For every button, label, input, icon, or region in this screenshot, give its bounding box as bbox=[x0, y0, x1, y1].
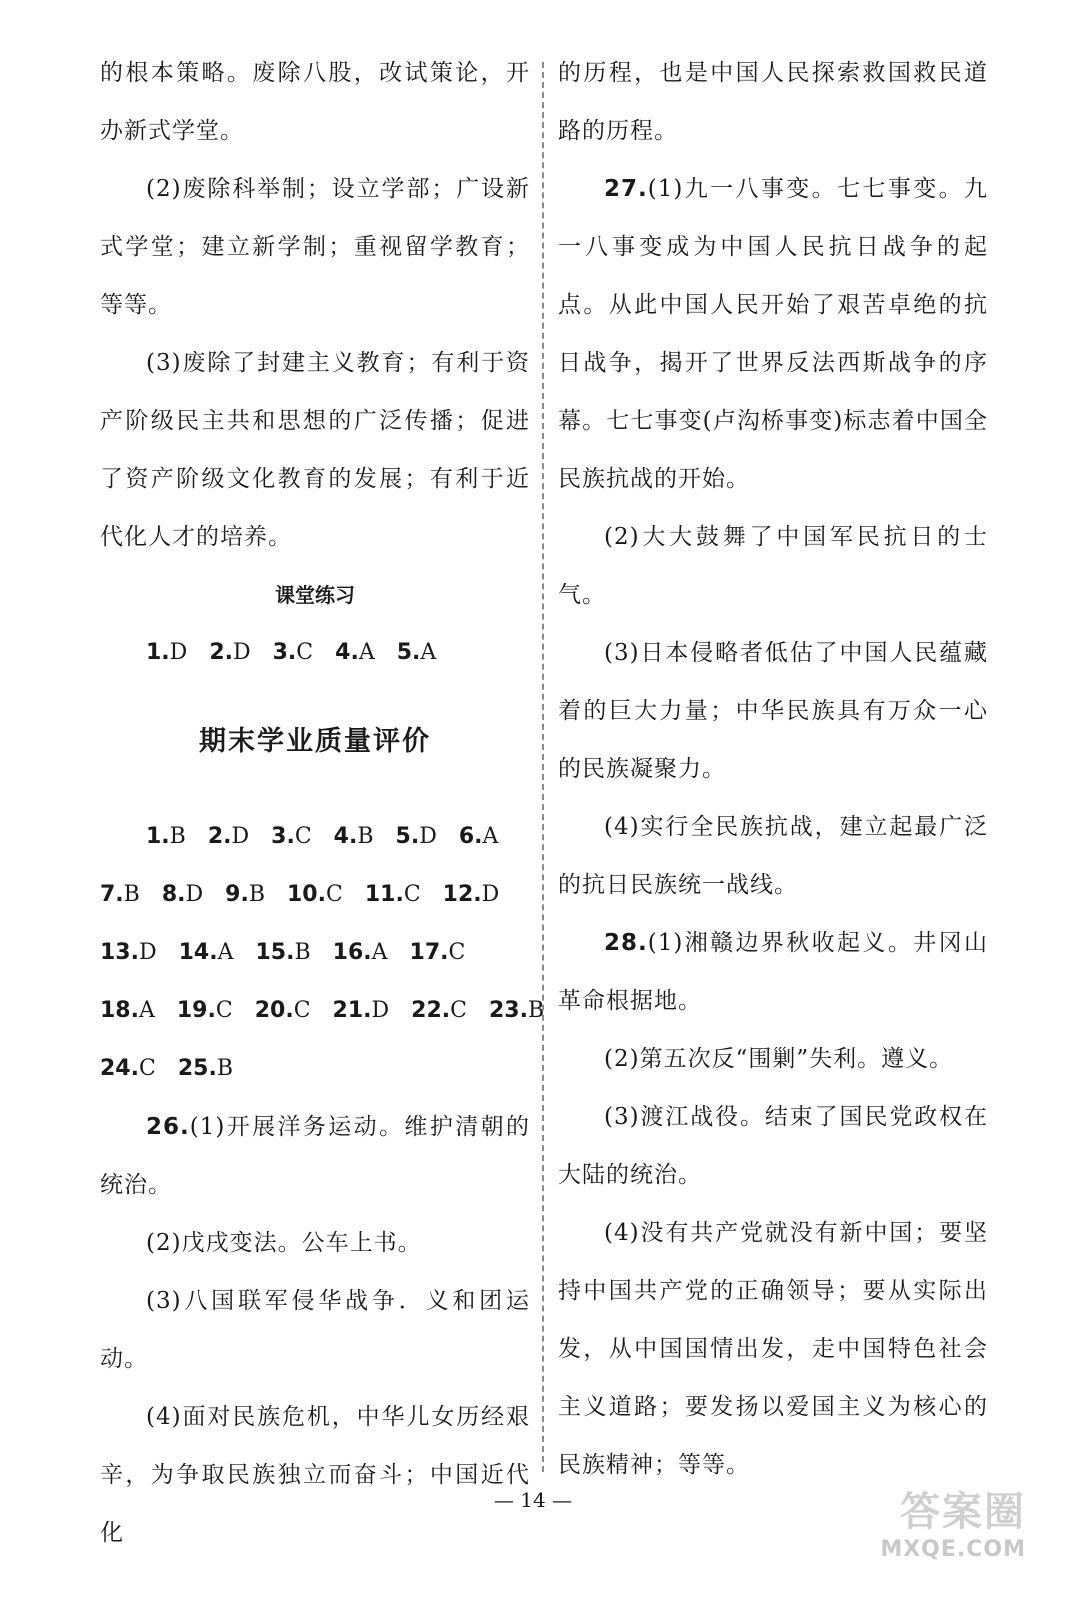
question-26-part-2: (2)戊戌变法。公车上书。 bbox=[146, 1230, 422, 1256]
answer-choice: D bbox=[419, 824, 437, 849]
answer-row bbox=[100, 866, 530, 924]
answer-choice: B bbox=[169, 824, 186, 849]
question-28-part-3: (3)渡江战役。结束了国民党政权在大陆的统治。 bbox=[558, 1104, 988, 1188]
answer-choice: D bbox=[185, 882, 204, 907]
answer-choice: C bbox=[296, 640, 314, 665]
answer-number: 8. bbox=[161, 882, 186, 907]
question-28-part-4: (4)没有共产党就没有新中国；要坚持中国共产党的正确领导；要从实际出发，从中国国情出发，走中国特色社会主义道路；要发扬以爱国主义为核心的民族精神；等等。 bbox=[558, 1220, 988, 1478]
paragraph: (3)废除了封建主义教育；有利于资产阶级民主共和思想的广泛传播；促进了资产阶级文化教育的发展；有利于近代化人才的培养。 bbox=[100, 350, 530, 550]
question-number: 26. bbox=[146, 1114, 190, 1140]
answer-choice: D bbox=[231, 824, 250, 849]
question-28-part-1 bbox=[558, 914, 988, 1030]
answer-choice: C bbox=[325, 882, 343, 907]
answer-number: 5. bbox=[395, 824, 420, 849]
question-27-part-2: (2)大大鼓舞了中国军民抗日的士气。 bbox=[558, 524, 988, 608]
answer-number: 1. bbox=[146, 640, 170, 665]
answer-number: 10. bbox=[287, 882, 326, 907]
column-divider bbox=[542, 62, 544, 1472]
answer-number: 21. bbox=[332, 998, 372, 1023]
answer-text: (1)九一八事变。七七事变。九一八事变成为中国人民抗日战争的起点。从此中国人民开始了艰苦卓绝的抗日战争，揭开了世界反法西斯战争的序幕。七七事变(卢沟桥事变)标志着中国全民族抗战的开始。 bbox=[558, 176, 988, 492]
answer-row bbox=[100, 924, 530, 982]
answer-choice: A bbox=[420, 640, 437, 665]
question-26-part-1 bbox=[100, 1098, 530, 1214]
answer-choice: C bbox=[293, 998, 311, 1023]
answer-choice: D bbox=[138, 940, 157, 965]
class-practice-answers bbox=[100, 624, 530, 682]
answer-choice: C bbox=[403, 882, 421, 907]
answer-choice: C bbox=[450, 998, 467, 1023]
answer-number: 4. bbox=[335, 640, 359, 665]
answer-choice: C bbox=[138, 1056, 156, 1081]
answer-number: 24. bbox=[100, 1056, 139, 1081]
watermark-logo-text: 答案圈 bbox=[900, 1489, 1026, 1535]
answer-choice: D bbox=[481, 882, 500, 907]
answer-choice: C bbox=[215, 998, 233, 1023]
answer-number: 22. bbox=[411, 998, 451, 1023]
answer-number: 14. bbox=[178, 940, 218, 965]
answer-number: 4. bbox=[333, 824, 358, 849]
question-27-part-4: (4)实行全民族抗战，建立起最广泛的抗日民族统一战线。 bbox=[558, 814, 988, 898]
left-column bbox=[100, 44, 545, 1562]
section-heading: 期末学业质量评价 bbox=[199, 726, 431, 757]
answer-choice: D bbox=[232, 640, 251, 665]
multiple-choice-answers bbox=[100, 808, 545, 1098]
answer-choice: B bbox=[294, 940, 311, 965]
answer-number: 6. bbox=[458, 824, 483, 849]
answer-choice: B bbox=[123, 882, 140, 907]
question-28-part-2: (2)第五次反“围剿”失利。遵义。 bbox=[604, 1046, 954, 1072]
answer-number: 5. bbox=[396, 640, 421, 665]
answer-number: 15. bbox=[255, 940, 295, 965]
question-27-part-3: (3)日本侵略者低估了中国人民蕴藏着的巨大力量；中华民族具有万众一心的民族凝聚力。 bbox=[558, 640, 988, 782]
answer-text: (1)湘赣边界秋收起义。井冈山革命根据地。 bbox=[558, 930, 988, 1014]
answer-number: 20. bbox=[254, 998, 294, 1023]
answer-number: 9. bbox=[225, 882, 249, 907]
answer-number: 3. bbox=[272, 640, 297, 665]
question-number: 28. bbox=[604, 930, 648, 956]
answer-choice: A bbox=[138, 998, 155, 1023]
answer-choice: A bbox=[482, 824, 499, 849]
section-subheading: 课堂练习 bbox=[275, 583, 355, 607]
watermark-url: MXQE.COM bbox=[880, 1537, 1026, 1562]
answer-number: 7. bbox=[100, 882, 124, 907]
answer-row bbox=[100, 808, 530, 866]
answer-number: 18. bbox=[100, 998, 139, 1023]
question-26-part-4: (4)面对民族危机，中华儿女历经艰辛，为争取民族独立而奋斗；中国近代化 bbox=[100, 1404, 530, 1546]
answer-choice: A bbox=[217, 940, 234, 965]
watermark-logo bbox=[830, 1480, 1026, 1572]
answer-choice: A bbox=[371, 940, 388, 965]
answer-number: 16. bbox=[332, 940, 372, 965]
answer-number: 17. bbox=[409, 940, 449, 965]
answer-choice: B bbox=[248, 882, 265, 907]
answer-number: 25. bbox=[177, 1056, 217, 1081]
answer-choice: C bbox=[448, 940, 466, 965]
right-column bbox=[558, 44, 988, 1494]
answer-choice: D bbox=[371, 998, 390, 1023]
answer-row bbox=[100, 982, 545, 1040]
page-number: — 14 — bbox=[493, 1488, 573, 1512]
paragraph: (2)废除科举制；设立学部；广设新式学堂；建立新学制；重视留学教育；等等。 bbox=[100, 176, 530, 318]
answer-row bbox=[100, 1040, 530, 1098]
question-number: 27. bbox=[604, 176, 648, 202]
answer-number: 3. bbox=[271, 824, 295, 849]
answer-choice: C bbox=[294, 824, 312, 849]
answer-choice: A bbox=[358, 640, 375, 665]
answer-choice: D bbox=[169, 640, 188, 665]
paragraph: 的历程，也是中国人民探索救国救民道路的历程。 bbox=[558, 60, 988, 144]
answer-number: 1. bbox=[146, 824, 170, 849]
answer-number: 12. bbox=[442, 882, 482, 907]
answer-choice: B bbox=[527, 998, 545, 1023]
answer-number: 2. bbox=[207, 824, 232, 849]
answer-number: 19. bbox=[176, 998, 216, 1023]
question-27-part-1 bbox=[558, 160, 988, 508]
answer-text: (1)开展洋务运动。维护清朝的统治。 bbox=[100, 1114, 530, 1198]
answer-number: 13. bbox=[100, 940, 139, 965]
answer-number: 23. bbox=[488, 998, 528, 1023]
paragraph: 的根本策略。废除八股，改试策论，开办新式学堂。 bbox=[100, 60, 530, 144]
answer-choice: B bbox=[357, 824, 374, 849]
answer-number: 11. bbox=[364, 882, 404, 907]
answer-choice: B bbox=[216, 1056, 233, 1081]
answer-number: 2. bbox=[209, 640, 233, 665]
question-26-part-3: (3)八国联军侵华战争．义和团运动。 bbox=[100, 1288, 530, 1372]
